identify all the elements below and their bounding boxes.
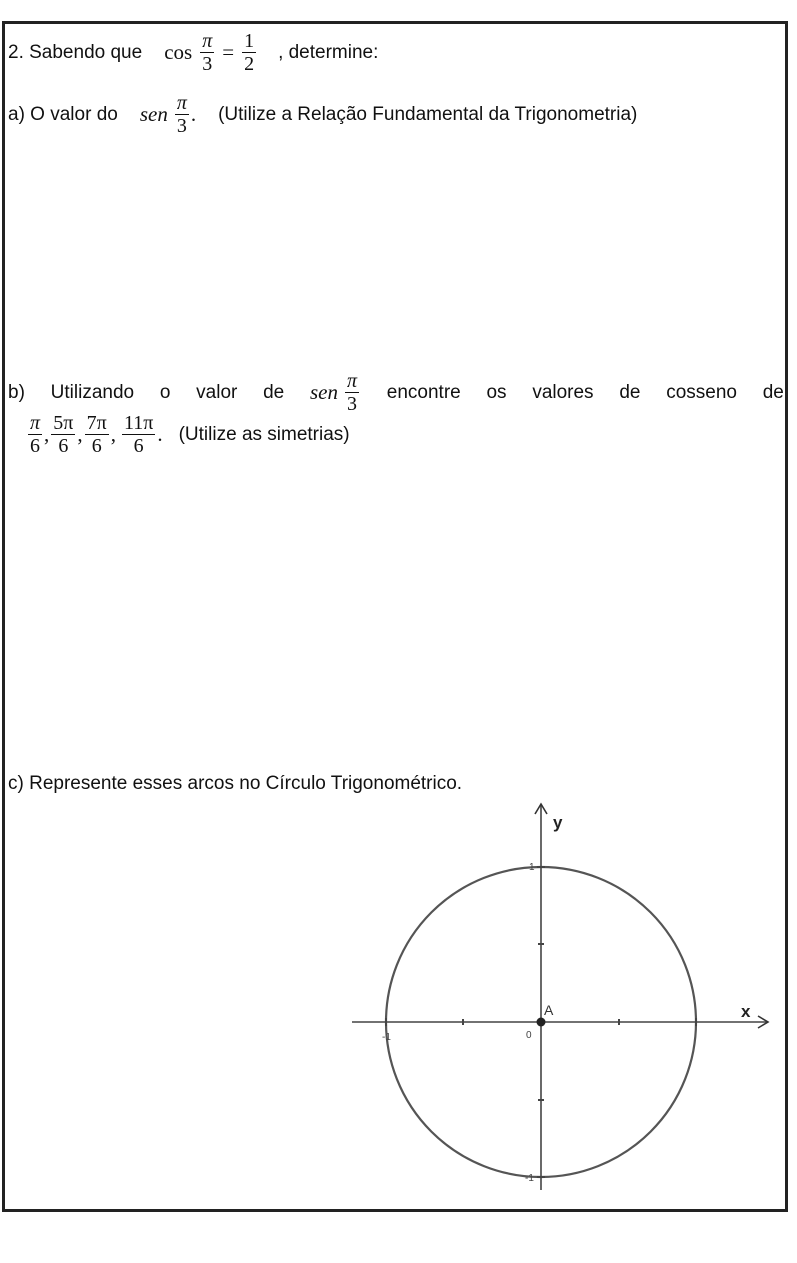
item-a-prefix: a) O valor do: [8, 103, 118, 125]
question-frame: [2, 21, 788, 1212]
fraction-numerator: π: [176, 92, 187, 114]
sen-function: sen: [310, 380, 338, 404]
fraction-5pi-over-6: [51, 412, 75, 457]
item-b-word: de: [619, 381, 641, 403]
fraction-pi-over-3: [200, 30, 214, 75]
fraction-denominator: 6: [91, 435, 102, 457]
sen-pi-over-3: [310, 370, 361, 415]
fraction-pi-over-6: [28, 412, 42, 457]
period: .: [157, 422, 163, 446]
fraction-numerator: 11π: [124, 412, 154, 434]
item-b-word: valores: [532, 381, 594, 403]
item-c-text: c) Represente esses arcos no Círculo Trigonométrico.: [8, 773, 463, 794]
item-b-word: encontre: [386, 381, 461, 403]
fraction-denominator: 3: [202, 53, 213, 75]
item-b-line-2: [26, 412, 350, 457]
fraction-denominator: 3: [347, 393, 358, 415]
fraction-denominator: 6: [133, 435, 144, 457]
origin-label: A: [544, 1002, 554, 1018]
item-b-word: valor: [196, 381, 238, 403]
comma: ,: [44, 422, 50, 446]
item-b-word: b): [8, 381, 25, 403]
fraction-numerator: π: [30, 412, 41, 434]
y-axis-label: y: [553, 813, 563, 832]
fraction-numerator: 1: [244, 30, 255, 52]
question-2-header: [8, 30, 378, 75]
fraction-numerator: π: [347, 370, 358, 392]
comma: ,: [77, 422, 83, 446]
fraction-denominator: 6: [58, 435, 69, 457]
one-label: 1: [529, 862, 535, 873]
item-b-word: Utilizando: [50, 381, 135, 403]
fraction-pi-over-3: [345, 370, 359, 415]
fraction-denominator: 2: [244, 53, 255, 75]
item-b-word: de: [762, 381, 784, 403]
fraction-pi-over-3: [175, 92, 189, 137]
item-b-word: o: [159, 381, 171, 403]
item-c: [8, 773, 462, 795]
item-b-line-1: [8, 370, 784, 415]
q2-suffix: , determine:: [278, 41, 379, 63]
item-b-word: de: [263, 381, 285, 403]
equals-sign: =: [222, 40, 235, 64]
zero-label: 0: [526, 1030, 532, 1041]
fraction-numerator: π: [202, 30, 213, 52]
fraction-denominator: 6: [30, 435, 41, 457]
fraction-denominator: 3: [176, 115, 187, 137]
fraction-11pi-over-6: [122, 412, 155, 457]
q2-prefix: 2. Sabendo que: [8, 41, 143, 63]
item-b-word: cosseno: [666, 381, 737, 403]
cos-function: cos: [164, 40, 193, 64]
fraction-7pi-over-6: [85, 412, 109, 457]
sen-function: sen: [139, 102, 168, 126]
item-b-word: os: [486, 381, 507, 403]
minus-one-x-label: -1: [382, 1032, 391, 1043]
fraction-numerator: 5π: [53, 412, 74, 434]
period: .: [190, 102, 197, 126]
item-b-note: (Utilize as simetrias): [178, 423, 350, 445]
item-a-note: (Utilize a Relação Fundamental da Trigonometria): [218, 103, 638, 125]
x-axis-label: x: [741, 1002, 751, 1021]
item-a: [8, 92, 637, 137]
comma: ,: [110, 422, 116, 446]
fraction-one-half: [242, 30, 256, 75]
minus-one-y-label: -1: [525, 1173, 534, 1184]
fraction-numerator: 7π: [86, 412, 107, 434]
